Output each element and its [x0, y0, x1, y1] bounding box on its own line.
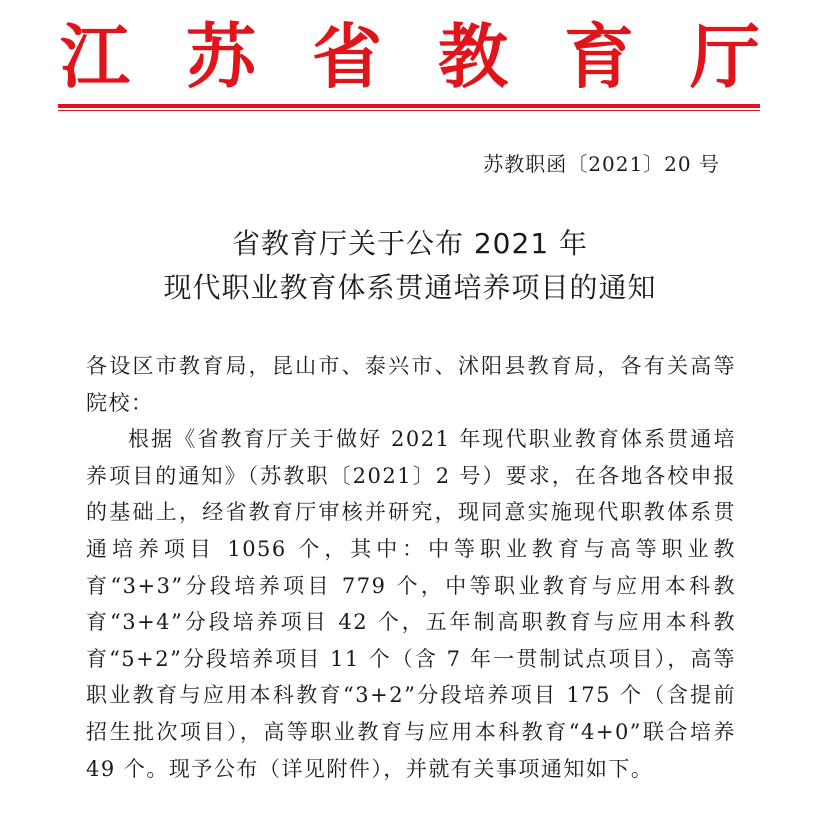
document-title-line-2: 现代职业教育体系贯通培养项目的通知 [163, 271, 657, 304]
masthead-char: 江 [60, 15, 130, 98]
body-paragraph: 根据《省教育厅关于做好 2021 年现代职业教育体系贯通培养项目的通知》（苏教职〔2021〕2 号）要求，在各地各校申报的基础上，经省教育厅审核并研究，现同意实施现代职教体系贯通培养项目 1056 个，其中：中等职业教育与高等职业教育“3+3”分段培养项目 779 个，中等职业教育与应用本科教育“3+4”分段培养项目 42 个，五年制高职教育与应用本科教育“5+2”分段培养项目 11 个（含 7 年一贯制试点项目），高等职业教育与应用本科教育“3+2”分段培养项目 175 个（含提前招生批次项目），高等职业教育与应用本科教育“4+0”联合培养 49 个。现予公布（详见附件），并就有关事项通知如下。 [86, 427, 736, 781]
masthead-char: 厅 [690, 15, 760, 98]
masthead-char: 苏 [186, 15, 256, 98]
document-body [86, 348, 736, 787]
masthead [60, 15, 760, 98]
masthead-char: 育 [564, 15, 634, 98]
masthead-divider-thin [58, 110, 760, 111]
document-title-line-1: 省教育厅关于公布 2021 年 [231, 227, 589, 260]
masthead-divider [58, 104, 760, 108]
masthead-char: 省 [312, 15, 382, 98]
masthead-char: 教 [438, 15, 508, 98]
document-number: 苏教职函〔2021〕20 号 [483, 152, 720, 176]
salutation: 各设区市教育局，昆山市、泰兴市、沭阳县教育局，各有关高等院校： [86, 354, 736, 415]
